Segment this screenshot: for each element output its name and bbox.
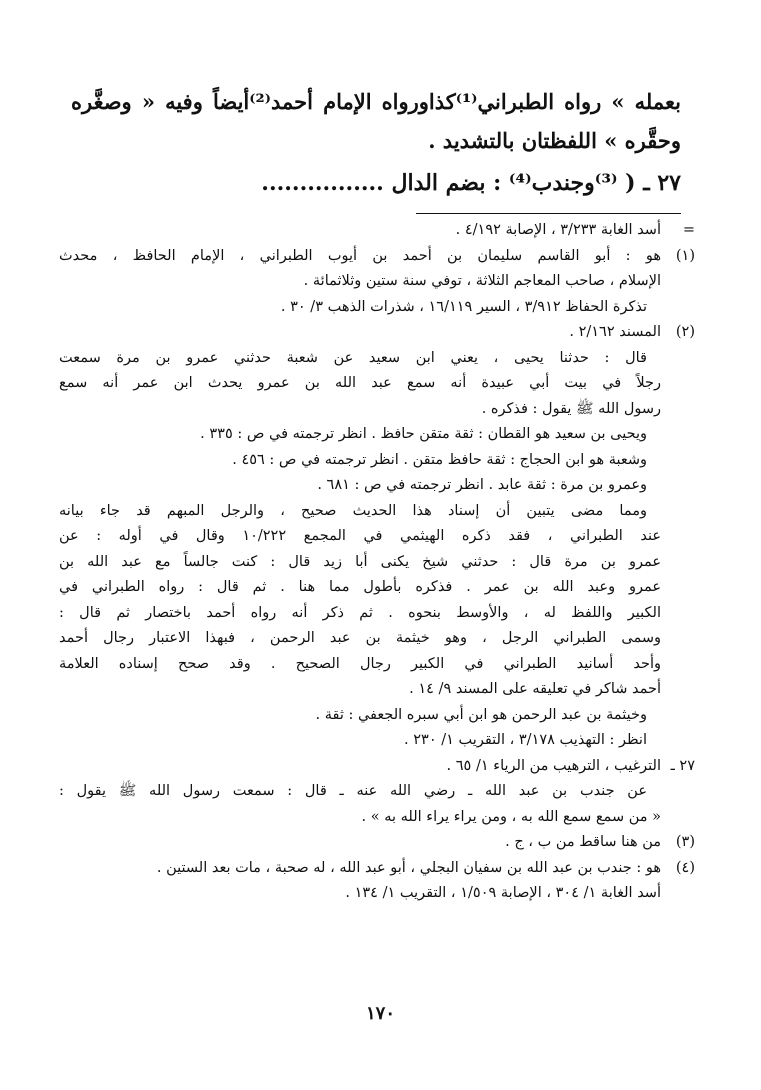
footnote-line: انظر : التهذيب ٣/١٧٨ ، التقريب ١/ ٢٣٠ . [404,732,647,748]
footnote-line: الترغيب ، الترهيب من الرياء ١/ ٦٥ . [446,757,661,774]
footnote-line: وشعبة هو ابن الحجاج : ثقة حافظ متقن . انظر ترجمته في ص : ٤٥٦ . [232,451,647,468]
footnote-4 [59,856,695,907]
footnote-line: وأحد أسانيد الطبراني في الكبير رجال الصحيح . وقد صحح إسناده العلامة [59,655,661,672]
footnote-line: هو : أبو القاسم سليمان بن أحمد بن أيوب الطبراني ، الإمام الحافظ ، محدث [59,247,661,264]
footnote-marker: (٤) [675,859,695,876]
footnote-line: عن جندب بن عبد الله ـ رضي الله عنه ـ قال : سمعت رسول الله ﷺ يقول : [59,783,647,799]
footnote-1 [59,244,695,321]
footnote-line: الإسلام ، صاحب المعاجم الثلاثة ، توفي سنة ستين وثلاثمائة . [303,273,661,289]
footnote-line: ومما مضى يتبين أن إسناد هذا الحديث صحيح ، والرجل المبهم قد جاء بيانه [59,502,647,519]
footnote-3 [59,830,695,856]
footnote-line: وخيثمة بن عبد الرحمن هو ابن أبي سبره الجعفي : ثقة . [315,706,647,723]
main-text-line: بعمله » رواه الطبراني⁽¹⁾كذاورواه الإمام أحمد⁽²⁾أيضاً وفيه « وصغَّره [71,89,681,114]
page-number: ١٧٠ [365,1003,395,1024]
footnote-marker: (٣) [675,834,695,850]
footnote-line: عمرو وعبد الله بن عمر . فذكره بأطول مما هنا . ثم قال : رواه الطبراني في [59,579,661,595]
footnote-line: رجلاً في بيت أبي عبيدة أنه سمع عبد الله بن عمرو يحدث ابن عمر أنه سمع [59,375,661,391]
footnote-marker: (١) [675,247,695,264]
footnotes [59,218,695,907]
footnote-line: من هنا ساقط من ب ، ج . [505,834,661,850]
footnote-line: وسمى الطبراني الرجل ، وهو خيثمة بن عبد الرحمن ، فبهذا الاعتبار رجال أحمد [59,630,661,646]
footnote-line: تذكرة الحفاظ ٣/٩١٢ ، السير ١٦/١١٩ ، شذرات الذهب ٣/ ٣٠ . [280,298,647,315]
main-text [71,82,681,160]
footnote-line: وعمرو بن مرة : ثقة عابد . انظر ترجمته في ص : ٦٨١ . [317,477,647,493]
footnote-marker: (٢) [675,324,695,340]
footnote-line: أسد الغابة ٣/٢٣٣ ، الإصابة ٤/١٩٢ . [455,222,661,238]
footnote-line: عمرو بن مرة قال : حدثني شيخ يكنى أبا زيد قال : كنت جالساً مع عبد الله بن [59,553,661,570]
footnote-line: رسول الله ﷺ يقول : فذكره . [481,400,661,417]
footnote-continuation [59,218,695,244]
entry-heading: ٢٧ ـ ( ⁽³⁾وجندب⁽⁴⁾ : بضم الدال ................ [261,170,681,196]
footnote-line: المسند ٢/١٦٢ . [569,324,661,340]
footnote-line: أسد الغابة ١/ ٣٠٤ ، الإصابة ١/٥٠٩ ، التقريب ١/ ١٣٤ . [345,885,661,901]
footnote-line: الكبير واللفظ له ، والأوسط بنحوه . ثم ذكر أنه رواه أحمد باختصار ثم قال : [59,604,661,621]
footnote-line: عند الطبراني ، فقد ذكره الهيثمي في المجمع ١٠/٢٢٢ وقال في أوله : عن [59,528,661,544]
footnote-line: هو : جندب بن عبد الله بن سفيان البجلي ، أبو عبد الله ، له صحبة ، مات بعد الستين . [156,859,661,876]
footnote-line: « من سمع سمع الله به ، ومن يراء يراء الله به » . [361,808,661,825]
footnote-line: ويحيى بن سعيد هو القطان : ثقة متقن حافظ . انظر ترجمته في ص : ٣٣٥ . [200,426,647,442]
footnote-2 [59,320,695,754]
footnote-marker: ٢٧ ـ [670,757,695,774]
footnote-hadith-27 [59,754,695,831]
footnote-line: قال : حدثنا يحيى ، يعني ابن سعيد عن شعبة حدثني عمرو بن مرة سمعت [59,349,647,366]
footnote-marker: = [682,222,695,238]
footnote-separator [416,213,681,214]
footnote-line: أحمد شاكر في تعليقه على المسند ٩/ ١٤ . [409,681,661,697]
main-text-line: وحقَّره » اللفظتان بالتشديد . [428,128,681,153]
